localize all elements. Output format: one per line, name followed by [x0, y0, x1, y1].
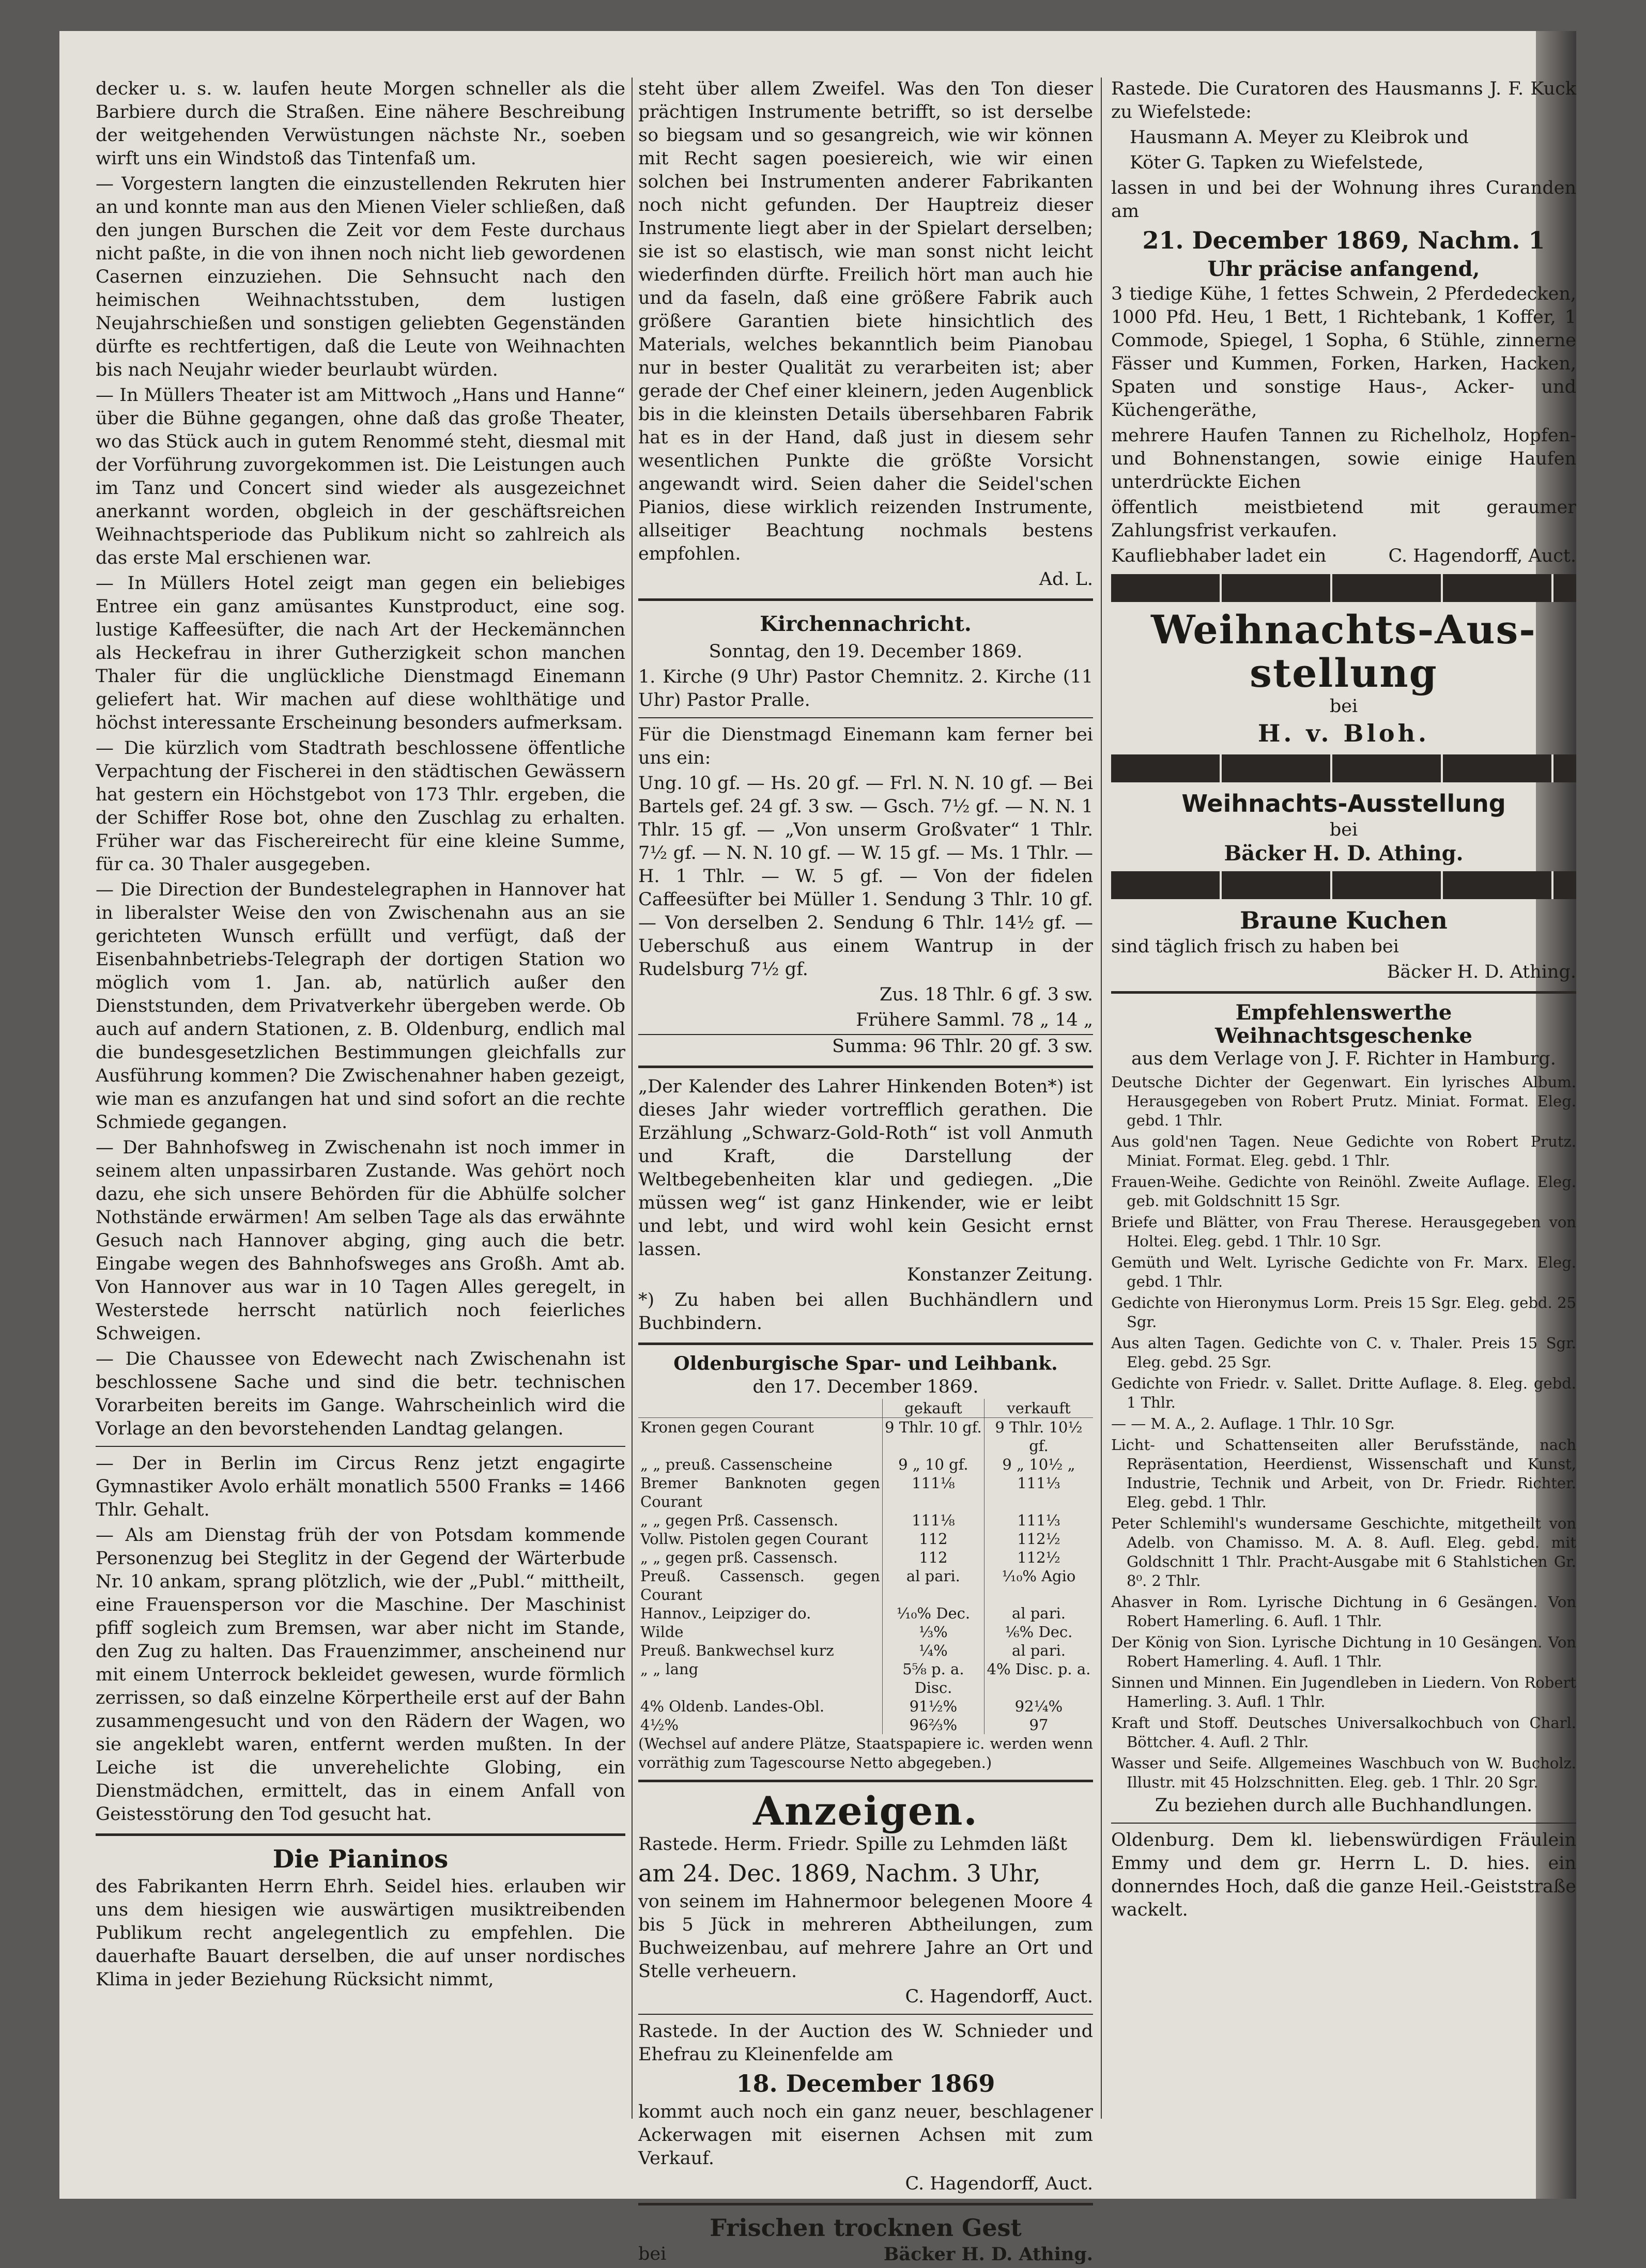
book-entry: Gemüth und Welt. Lyrische Gedichte von Fr. Marx. Eleg. gebd. 1 Thlr.: [1111, 1254, 1576, 1290]
ad-text: kommt auch noch ein ganz neuer, beschlagener Ackerwagen mit eisernen Achsen mit zum Verkauf.: [638, 2102, 1093, 2169]
auction-curator: Köter G. Tapken zu Wiefelstede,: [1130, 152, 1424, 173]
table-cell: Wilde: [638, 1623, 882, 1641]
table-cell: 92¼%: [1014, 1698, 1063, 1715]
bank-note: (Wechsel auf andere Plätze, Staatspapiere ic. werden wenn vorräthig zum Tagescourse Netto abgegeben.): [638, 1735, 1093, 1771]
table-cell: 9 Thlr. 10½ gf.: [995, 1418, 1083, 1455]
table-row: [638, 1548, 1093, 1567]
auction-buyers: [1111, 545, 1576, 568]
yeast-ad-bei: bei: [638, 2244, 667, 2264]
book-entry: Der König von Sion. Lyrische Dichtung in 10 Gesängen. Von Robert Hamerling. 4. Aufl. 1 Thlr.: [1111, 1633, 1576, 1670]
table-cell: ⅓%: [882, 1623, 984, 1641]
exhibition-name: H. v. Bloh.: [1257, 719, 1430, 747]
book-entry: Kraft und Stoff. Deutsches Universalkochbuch von Charl. Böttcher. 4. Aufl. 2 Thlr.: [1111, 1714, 1576, 1751]
news-paragraph: — Die kürzlich vom Stadtrath beschlossene öffentliche Verpachtung der Fischerei in den städtischen Gewässern hat gestern ein Höchstgebot von 173 Thlr. ergeben, die der Schiffer Rose bot, ohne den Zuschlag zu erhalten. Früher war das Fischereirecht für eine kleine Summe, für ca. 30 Thaler ausgegeben.: [96, 738, 625, 875]
calendar-footnote: *) Zu haben bei allen Buchhändlern und Buchbindern.: [638, 1290, 1093, 1334]
table-row: [638, 1716, 1093, 1734]
table-cell: Bremer Banknoten gegen Courant: [638, 1474, 882, 1511]
book-entry: Ahasver in Rom. Lyrische Dichtung in 6 Gesängen. Von Robert Hamerling. 6. Aufl. 1 Thlr.: [1111, 1593, 1576, 1630]
yeast-ad-heading: Frischen trocknen Gest: [710, 2214, 1022, 2242]
greeting-notice: Oldenburg. Dem kl. liebenswürdigen Fräulein Emmy und dem gr. Herrn L. D. hies. ein donnerndes Hoch, daß die ganze Heil.-Geiststraße wackelt.: [1111, 1830, 1576, 1920]
exhibition-title: stellung: [1250, 650, 1438, 696]
brown-cakes-signature: Bäcker H. D. Athing.: [1387, 962, 1576, 982]
auction-terms: öffentlich meistbietend mit geraumer Zahlungsfrist verkaufen.: [1111, 497, 1576, 541]
divider: [638, 2014, 1093, 2015]
book-entry: Aus gold'nen Tagen. Neue Gedichte von Robert Prutz. Miniat. Format. Eleg. gebd. 1 Thlr.: [1111, 1133, 1576, 1169]
divider: [638, 1780, 1093, 1782]
table-cell: Kronen gegen Courant: [638, 1418, 882, 1456]
auction-time: Uhr präcise anfangend,: [1207, 257, 1480, 281]
column-rule: [1101, 78, 1102, 2119]
divider: [638, 598, 1093, 601]
table-cell: 111⅓: [1017, 1474, 1060, 1492]
exhibition-2-bei: bei: [1329, 820, 1358, 840]
ad-signature: C. Hagendorff, Auct.: [905, 2173, 1093, 2194]
auction-signature: C. Hagendorff, Auct.: [1388, 546, 1576, 566]
ad-intro: Rastede. In der Auction des W. Schnieder und Ehefrau zu Kleinenfelde am: [638, 2021, 1093, 2065]
donations-previous: Frühere Samml. 78 „ 14 „: [856, 1010, 1093, 1030]
books-publisher: aus dem Verlage von J. F. Richter in Hamburg.: [1131, 1048, 1556, 1069]
donations-total: Summa: 96 Thlr. 20 gf. 3 sw.: [638, 1034, 1093, 1058]
table-cell: 4% Oldenb. Landes-Obl.: [638, 1697, 882, 1716]
book-entry: Aus alten Tagen. Gedichte von C. v. Thaler. Preis 15 Sgr. Eleg. gebd. 25 Sgr.: [1111, 1334, 1576, 1371]
column-middle: [638, 78, 1093, 2268]
news-paragraph: decker u. s. w. laufen heute Morgen schneller als die Barbiere durch die Straßen. Eine nähere Beschreibung der weitgehenden Verwüstungen nächste Nr., soeben wirft uns ein Windstoß das Tintenfaß um.: [96, 79, 625, 169]
table-header-cell: gekauft: [882, 1399, 984, 1418]
book-list: [1111, 1073, 1576, 1792]
ornamental-bar: [1111, 754, 1576, 782]
table-cell: 111⅛: [882, 1474, 984, 1511]
book-entry: Briefe und Blätter, von Frau Therese. Herausgegeben von Holtei. Eleg. gebd. 1 Thlr. 10 Sgr.: [1111, 1213, 1576, 1250]
table-cell: ¹⁄₁₀% Dec.: [882, 1604, 984, 1623]
book-entry: Gedichte von Friedr. v. Sallet. Dritte Auflage. 8. Eleg. gebd. 1 Thlr.: [1111, 1375, 1576, 1411]
table-cell: „ „ lang: [638, 1660, 882, 1697]
table-row: [638, 1567, 1093, 1604]
news-paragraph: — Der Bahnhofsweg in Zwischenahn ist noch immer in seinem alten unpassirbaren Zustande. Was gehört noch dazu, ehe sich unsere Behörden für die Abhülfe solcher Nothstände erwärmen! Am selben Tage als das erwähnte Gesuch nach Hannover abging, ging auch die betr. Eingabe wegen des Bahnhofsweges ans Großh. Amt ab. Von Hannover aus war in 10 Tagen Alles geregelt, in Westerstede herrscht natürlich noch feierliches Schweigen.: [96, 1137, 625, 1344]
table-cell: 5⅝ p. a. Disc.: [882, 1660, 984, 1697]
table-row: [638, 1623, 1093, 1641]
table-cell: Preuß. Bankwechsel kurz: [638, 1641, 882, 1660]
table-cell: „ „ gegen prß. Cassensch.: [638, 1548, 882, 1567]
table-row: [638, 1511, 1093, 1530]
table-row: [638, 1530, 1093, 1548]
table-row: [638, 1641, 1093, 1660]
table-cell: 97: [1029, 1716, 1049, 1734]
book-entry: Peter Schlemihl's wundersame Geschichte, mitgetheilt von Adelb. von Chamisso. M. A. 8. Aufl. Eleg. gebd. mit Goldschnitt 1 Thlr. Pracht-Ausgabe mit 6 Stahlstichen Gr. 8⁰. 2 Thlr.: [1111, 1515, 1576, 1590]
table-cell: 91½%: [882, 1697, 984, 1716]
column-local-news: [96, 78, 625, 1994]
news-paragraph: — Als am Dienstag früh der von Potsdam kommende Personenzug bei Steglitz in der Gegend der Wärterbude Nr. 10 ankam, sprang plötzlich, wie der „Publ.“ mittheilt, eine Frauensperson vor die Maschine. Der Maschinist pfiff sogleich zum Bremsen, war aber nicht im Stande, den Zug zu halten. Das Frauenzimmer, anscheinend nur mit einem Unterrock bekleidet gewesen, wurde förmlich zerrissen, so daß einzelne Körpertheile erst auf der Bahn zusammengesucht und von den Rädern der Wagen, wo sie angeklebt waren, entfernt werden mußten. In der Leiche ist die unverehelichte Globing, ein Dienstmädchen, ermittelt, das in einem Anfall von Geistesstörung den Tod gesucht hat.: [96, 1525, 625, 1825]
divider: [96, 1833, 625, 1836]
donations-subtotal: Zus. 18 Thlr. 6 gf. 3 sw.: [880, 984, 1093, 1005]
column-rule: [632, 78, 633, 2119]
books-heading: Empfehlenswerthe Weihnachtsgeschenke: [1215, 1000, 1472, 1048]
church-date: Sonntag, den 19. December 1869.: [709, 641, 1023, 662]
brown-cakes-text: sind täglich frisch zu haben bei: [1111, 936, 1399, 957]
exhibition-bei: bei: [1329, 696, 1358, 717]
book-entry: Licht- und Schattenseiten aller Berufsstände, nach Repräsentation, Heerdienst, Wissenschaft und Kunst, Industrie, Technik und Arbeit, von Dr. Friedr. Richter. Eleg. gebd. 1 Thlr.: [1111, 1436, 1576, 1511]
exhibition-title: Weihnachts-Aus-: [1151, 607, 1536, 653]
divider: [1111, 1823, 1576, 1824]
table-cell: al pari.: [1011, 1604, 1066, 1622]
pianinos-signature: Ad. L.: [1039, 569, 1093, 590]
table-cell: 9 „ 10½ „: [1002, 1456, 1075, 1473]
auction-items: 3 tiedige Kühe, 1 fettes Schwein, 2 Pferdedecken, 1000 Pfd. Heu, 1 Bett, 1 Richtebank, 1 Koffer, 1 Commode, Spiegel, 1 Sopha, 6 Stühle, zinnerne Fässer und Kummen, Forken, Harken, Hacken, Spaten und sonstige Haus-, Acker- und Küchengeräthe,: [1111, 284, 1576, 421]
table-cell: 112½: [1017, 1530, 1060, 1548]
bank-heading: Oldenburgische Spar- und Leihbank.: [673, 1353, 1058, 1375]
exchange-rates-table: [638, 1399, 1093, 1734]
book-entry: Deutsche Dichter der Gegenwart. Ein lyrisches Album. Herausgegeben von Robert Prutz. Miniat. Format. Eleg. gebd. 1 Thlr.: [1111, 1073, 1576, 1129]
news-paragraph: — Vorgestern langten die einzustellenden Rekruten hier an und konnte man aus den Mienen Vieler schließen, daß den jungen Burschen die Zeit vor dem Feste durchaus nicht paßte, in die von ihnen noch nicht lieb gewordenen Casernen einzuziehen. Die Sehnsucht nach den heimischen Weihnachtsstuben, dem lustigen Neujahrschießen und sonstigen geliebten Gegenständen dürfte es rechtfertigen, daß die Leute von Weihnachten bis nach Neujahr wieder beurlaubt würden.: [96, 174, 625, 380]
table-cell: 96⅔%: [882, 1716, 984, 1734]
ornamental-bar: [1111, 871, 1576, 899]
table-cell: „ „ gegen Prß. Cassensch.: [638, 1511, 882, 1530]
news-paragraph: — Die Chaussee von Edewecht nach Zwischenahn ist beschlossene Sache und sind die betr. technischen Vorarbeiten bereits im Gange. Wahrscheinlich wird die Vorlage an den bevorstehenden Landtag gelangen.: [96, 1349, 625, 1439]
ad-date: 18. December 1869: [736, 2070, 995, 2097]
exhibition-2-name: Bäcker H. D. Athing.: [1224, 841, 1464, 866]
book-entry: Gedichte von Hieronymus Lorm. Preis 15 Sgr. Eleg. gebd. 25 Sgr.: [1111, 1294, 1576, 1331]
church-notice-heading: Kirchennachricht.: [760, 612, 972, 636]
table-cell: 112: [882, 1548, 984, 1567]
news-paragraph: — In Müllers Theater ist am Mittwoch „Hans und Hanne“ über die Bühne gegangen, ohne daß das große Theater, wo das Stück auch in gutem Renommé steht, diesmal mit der Vorführung zuvorgekommen ist. Die Leistungen auch im Tanz und Concert sind wieder als ausgezeichnet anerkannt worden, obgleich in der geschäftsreichen Weihnachtsperiode das Publikum nicht so zahlreich als das erste Mal erschienen war.: [96, 385, 625, 568]
table-cell: ¼%: [882, 1641, 984, 1660]
auction-invite: Kaufliebhaber ladet ein: [1111, 546, 1327, 566]
table-cell: Hannov., Leipziger do.: [638, 1604, 882, 1623]
divider: [1111, 991, 1576, 994]
table-cell: 112: [882, 1530, 984, 1548]
brown-cakes-title: Braune Kuchen: [1240, 906, 1448, 934]
book-entry: Frauen-Weihe. Gedichte von Reinöhl. Zweite Auflage. Eleg. geb. mit Goldschnitt 15 Sgr.: [1111, 1173, 1576, 1210]
church-services: 1. Kirche (9 Uhr) Pastor Chemnitz. 2. Kirche (11 Uhr) Pastor Pralle.: [638, 667, 1093, 711]
ad-text: von seinem im Hahnermoor belegenen Moore 4 bis 5 Jück in mehreren Abtheilungen, zum Buchweizenbau, auf mehrere Jahre an Ort und Stelle verheuern.: [638, 1891, 1093, 1982]
yeast-ad-line: [638, 2243, 1093, 2266]
table-row: [638, 1604, 1093, 1623]
table-cell: Preuß. Cassensch. gegen Courant: [638, 1567, 882, 1604]
news-paragraph: — Die Direction der Bundestelegraphen in Hannover hat in liberalster Weise den von Zwischenahn aus an sie gerichteten Wunsch erfüllt und verfügt, daß der Eisenbahnbetriebs-Telegraph der dortigen Station wo möglich vom 1. Jan. ab, natürlich außer den Dienststunden, dem Privatverkehr übergeben werde. Ob auch auf andern Stationen, z. B. Oldenburg, endlich mal die bundesgesetzlichen Bestimmungen gleichfalls zur Ausführung kommen? Die Zwischenahner haben gezeigt, wie man es anzufangen hat und sind sofort an die rechte Schmiede gegangen.: [96, 880, 625, 1133]
bank-date: den 17. December 1869.: [752, 1377, 979, 1397]
table-row: [638, 1660, 1093, 1697]
pianinos-text: des Fabrikanten Herrn Ehrh. Seidel hies. erlauben wir uns dem hiesigen wie auswärtigen musiktreibenden Publikum recht angelegentlich zu empfehlen. Die dauerhafte Bauart derselben, die auf unser nordisches Klima in jeder Beziehung Rücksicht nimmt,: [96, 1876, 625, 1990]
ad-intro: Rastede. Herm. Friedr. Spille zu Lehmden läßt: [638, 1834, 1067, 1855]
auction-date: 21. December 1869, Nachm. 1: [1142, 226, 1545, 254]
table-row: [638, 1455, 1093, 1474]
news-paragraph: — In Müllers Hotel zeigt man gegen ein beliebiges Entree ein ganz amüsantes Kunstproduct, eine sog. lustige Kaffeesüfter, die nach Art der Heckemännchen als Heckefrau in ihrer Gutherzigkeit schon manchen Thaler für die unglückliche Dienstmagd Einemann geliefert hat. Wir machen auf diese wohlthätige und höchst interessante Erscheinung besonders aufmerksam.: [96, 573, 625, 733]
divider: [638, 1343, 1093, 1345]
table-cell: 112½: [1017, 1549, 1060, 1566]
divider: [638, 1066, 1093, 1068]
pianinos-heading: Die Pianinos: [272, 1845, 449, 1874]
column-advertisements: [1111, 78, 1576, 1924]
table-cell: ¹⁄₁₀% Agio: [1002, 1567, 1076, 1585]
donations-list: Ung. 10 gf. — Hs. 20 gf. — Frl. N. N. 10 gf. — Bei Bartels gef. 24 gf. 3 sw. — Gsch. 7½ gf. — N. N. 1 Thlr. 15 gf. — „Von unserm Großvater“ 1 Thlr. 7½ gf. — N. N. 10 gf. — W. 15 gf. — Ms. 1 Thlr. — H. 1 Thlr. — W. 5 gf. — Von der fidelen Caffeesüfter bei Müller 1. Sendung 3 Thlr. 10 gf. — Von derselben 2. Sendung 6 Thlr. 14½ gf. — Ueberschuß aus einem Wantrup in der Rudelsburg 7½ gf.: [638, 773, 1093, 980]
table-cell: Vollw. Pistolen gegen Courant: [638, 1530, 882, 1548]
calendar-review-source: Konstanzer Zeitung.: [906, 1264, 1093, 1285]
table-cell: „ „ preuß. Cassenscheine: [638, 1455, 882, 1474]
table-cell: 111⅛: [882, 1511, 984, 1530]
book-entry: — — M. A., 2. Auflage. 1 Thlr. 10 Sgr.: [1111, 1415, 1395, 1432]
ornamental-bar: [1111, 574, 1576, 602]
donations-intro: Für die Dienstmagd Einemann kam ferner bei uns ein:: [638, 724, 1093, 768]
table-row: [638, 1697, 1093, 1716]
table-cell: al pari.: [1011, 1642, 1066, 1659]
table-header-cell: verkauft: [984, 1399, 1093, 1418]
yeast-ad-signature: Bäcker H. D. Athing.: [883, 2244, 1093, 2265]
divider: [638, 717, 1093, 718]
ad-date: am 24. Dec. 1869, Nachm. 3 Uhr,: [638, 1859, 1041, 1887]
pianinos-text-continued: steht über allem Zweifel. Was den Ton dieser prächtigen Instrumente betrifft, so ist derselbe so biegsam und so gesangreich, wie wir können mit Recht sagen poesiereich, wie wir einen solchen bei Instrumenten anderer Fabrikanten noch nicht gefunden. Der Hauptreiz dieser Instrumente liegt aber in der Spielart derselben; sie ist so elastisch, wie man sonst nicht leicht wiederfinden dürfte. Freilich hört man auch hie und da faseln, daß eine größere Fabrik auch größere Garantien biete hinsichtlich des Materials, welches bekanntlich beim Pianobau nur in bester Qualität zu verarbeiten ist; aber gerade der Chef einer kleinern, jeden Augenblick bis in die kleinsten Details übersehbaren Fabrik hat es in der Hand, daß just in diesem sehr wesentlichen Punkte die größte Vorsicht angewandt wird. Seien daher die Seidel'schen Pianios, diese wirklich reizenden Instrumente, allseitiger Beachtung nochmals bestens empfohlen.: [638, 79, 1093, 564]
table-cell: 9 „ 10 gf.: [882, 1455, 984, 1474]
table-header-row: [638, 1399, 1093, 1418]
divider: [96, 1446, 625, 1447]
table-cell: 9 Thlr. 10 gf.: [882, 1418, 984, 1456]
table-row: [638, 1418, 1093, 1456]
exhibition-2-title: Weihnachts-Ausstellung: [1181, 790, 1506, 817]
auction-intro: Rastede. Die Curatoren des Hausmanns J. F. Kuck zu Wiefelstede:: [1111, 79, 1576, 122]
book-entry: Sinnen und Minnen. Ein Jugendleben in Liedern. Von Robert Hamerling. 3. Aufl. 1 Thlr.: [1111, 1674, 1576, 1710]
auction-items: mehrere Haufen Tannen zu Richelholz, Hopfen- und Bohnenstangen, sowie einige Haufen unterdrückte Eichen: [1111, 425, 1576, 492]
table-cell: ⅙% Dec.: [1005, 1623, 1073, 1641]
auction-curator: Hausmann A. Meyer zu Kleibrok und: [1130, 127, 1469, 148]
ad-signature: C. Hagendorff, Auct.: [905, 1986, 1093, 2007]
ads-heading: Anzeigen.: [753, 1788, 978, 1834]
news-paragraph: — Der in Berlin im Circus Renz jetzt engagirte Gymnastiker Avolo erhält monatlich 5500 Franks = 1466 Thlr. Gehalt.: [96, 1453, 625, 1520]
table-cell: 4% Disc. p. a.: [987, 1660, 1091, 1678]
auction-intro-2: lassen in und bei der Wohnung ihres Curanden am: [1111, 178, 1576, 222]
table-cell: 111⅓: [1017, 1511, 1060, 1529]
calendar-review: „Der Kalender des Lahrer Hinkenden Boten*) ist dieses Jahr wieder vortrefflich gerathen. Die Erzählung „Schwarz-Gold-Roth“ ist voll Anmuth und Kraft, die Darstellung der Weltbegebenheiten klar und gediegen. „Die müssen weg“ ist ganz Hinkender, wie er leibt und lebt, und wird wohl kein Gesicht ernst lassen.: [638, 1076, 1093, 1260]
divider: [638, 2203, 1093, 2205]
table-cell: al pari.: [882, 1567, 984, 1604]
table-header-cell: [638, 1399, 882, 1418]
books-footer: Zu beziehen durch alle Buchhandlungen.: [1155, 1795, 1533, 1816]
table-cell: 4½%: [638, 1716, 882, 1734]
table-row: [638, 1474, 1093, 1511]
book-entry: Wasser und Seife. Allgemeines Waschbuch von W. Bucholz. Illustr. mit 45 Holzschnitten. Eleg. geb. 1 Thlr. 20 Sgr.: [1111, 1754, 1576, 1791]
